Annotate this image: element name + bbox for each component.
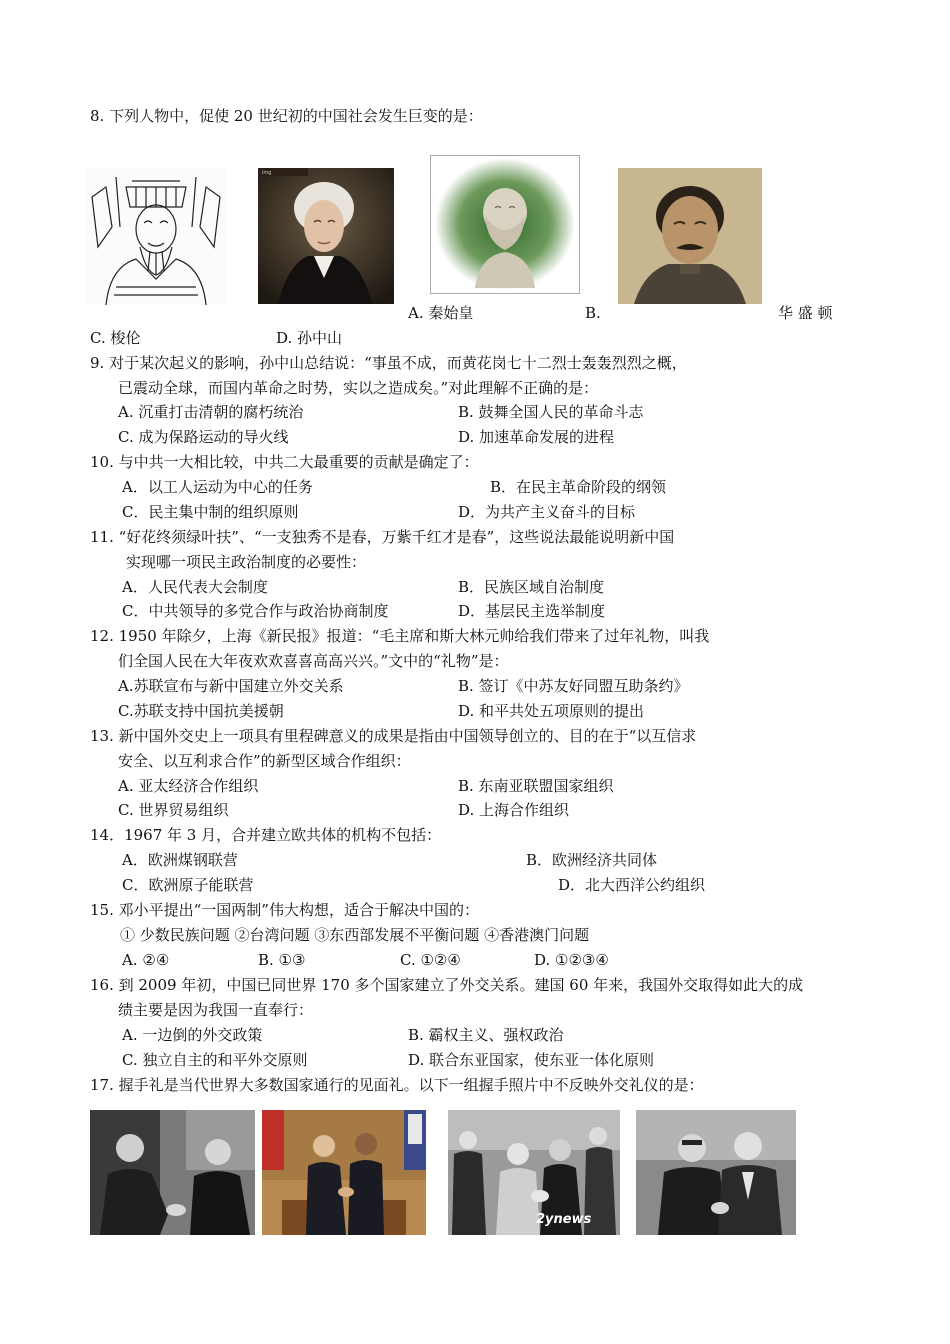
q14-option-a: A．欧洲煤钢联营 — [122, 851, 238, 869]
q11-option-a: A．人民代表大会制度 — [122, 578, 268, 596]
q12-option-b: B. 签订《中苏友好同盟互助条约》 — [458, 677, 689, 695]
q10-option-b: B．在民主革命阶段的纲领 — [490, 478, 667, 496]
q10-stem: 10. 与中共一大相比较，中共二大最重要的贡献是确定了： — [90, 453, 479, 471]
portrait-washington-painting — [258, 168, 394, 304]
q15-stem: 15. 邓小平提出“一国两制”伟大构想，适合于解决中国的： — [90, 901, 479, 919]
q12-option-c: C.苏联支持中国抗美援朝 — [118, 702, 284, 720]
q15-option-c: C. ①②④ — [400, 951, 461, 969]
q14-option-d: D．北大西洋公约组织 — [558, 876, 706, 894]
portrait-qin-shihuang-drawing — [86, 167, 226, 305]
handshake-photo-1 — [90, 1110, 255, 1235]
svg-text:img: img — [262, 170, 272, 176]
q9-stem-line1: 9. 对于某次起义的影响，孙中山总结说：“事虽不成，而黄花岗七十二烈士轰轰烈烈之概， — [90, 354, 687, 372]
q9-stem-line2: 已震动全球，而国内革命之时势，实以之造成矣。”对此理解不正确的是： — [118, 379, 599, 397]
q13-option-c: C. 世界贸易组织 — [118, 801, 229, 819]
q15-option-b: B. ①③ — [258, 951, 306, 969]
q11-option-b: B．民族区域自治制度 — [458, 578, 605, 596]
q12-option-d: D. 和平共处五项原则的提出 — [458, 702, 645, 720]
q14-option-b: B．欧洲经济共同体 — [526, 851, 658, 869]
portrait-solon-bust — [430, 155, 580, 294]
q12-stem-line1: 12. 1950 年除夕，上海《新民报》报道：“毛主席和斯大林元帅给我们带来了过年礼物，叫我 — [90, 627, 710, 645]
q16-option-c: C. 独立自主的和平外交原则 — [122, 1051, 308, 1069]
q13-option-b: B. 东南亚联盟国家组织 — [458, 777, 614, 795]
q12-option-a: A.苏联宣布与新中国建立外交关系 — [118, 677, 344, 695]
q13-option-d: D. 上海合作组织 — [458, 801, 570, 819]
q11-stem-line2: 实现哪一项民主政治制度的必要性： — [126, 553, 367, 571]
q10-option-a: A．以工人运动为中心的任务 — [122, 478, 313, 496]
q11-option-d: D．基层民主选举制度 — [458, 602, 606, 620]
q15-option-a: A. ②④ — [122, 951, 170, 969]
handshake-photo-3 — [448, 1110, 620, 1235]
portrait-sun-yatsen-photo — [618, 168, 762, 304]
q16-stem-line2: 绩主要是因为我国一直奉行： — [118, 1001, 314, 1019]
q13-option-a: A. 亚太经济合作组织 — [118, 777, 259, 795]
q14-option-c: C．欧洲原子能联营 — [122, 876, 254, 894]
q8-option-a: A. 秦始皇 — [408, 304, 474, 322]
q8-option-b-name: 华 盛 顿 — [778, 304, 833, 322]
q15-items: ① 少数民族问题 ②台湾问题 ③东西部发展不平衡问题 ④香港澳门问题 — [120, 926, 590, 944]
q8-option-c: C. 梭伦 — [90, 329, 141, 347]
q8-option-b: B. — [585, 304, 601, 322]
q16-stem-line1: 16. 到 2009 年初，中国已同世界 170 多个国家建立了外交关系。建国 60 年来，我国外交取得如此大的成 — [90, 976, 804, 994]
q13-stem-line2: 安全、以互利求合作”的新型区域合作组织： — [118, 752, 411, 770]
q10-option-c: C．民主集中制的组织原则 — [122, 503, 299, 521]
handshake-photo-4 — [636, 1110, 796, 1235]
q8-option-d: D. 孙中山 — [276, 329, 343, 347]
q8-stem: 8. 下列人物中，促使 20 世纪初的中国社会发生巨变的是： — [90, 107, 483, 125]
q16-option-a: A. 一边倒的外交政策 — [122, 1026, 263, 1044]
q9-option-a: A. 沉重打击清朝的腐朽统治 — [118, 403, 304, 421]
q10-option-d: D．为共产主义奋斗的目标 — [458, 503, 636, 521]
q11-stem-line1: 11. “好花终须绿叶扶”、“一支独秀不是春，万紫千红才是春”，这些说法最能说明新中国 — [90, 528, 675, 546]
q13-stem-line1: 13. 新中国外交史上一项具有里程碑意义的成果是指由中国领导创立的、目的在于“以互信求 — [90, 727, 697, 745]
q11-option-c: C．中共领导的多党合作与政治协商制度 — [122, 602, 389, 620]
q14-stem: 14．1967 年 3 月，合并建立欧共体的机构不包括： — [90, 826, 442, 844]
handshake-photo-2 — [262, 1110, 426, 1235]
q16-option-b: B. 霸权主义、强权政治 — [408, 1026, 564, 1044]
q12-stem-line2: 们全国人民在大年夜欢欢喜喜高高兴兴。”文中的“礼物”是： — [118, 652, 509, 670]
q9-option-c: C. 成为保路运动的导火线 — [118, 428, 289, 446]
q9-option-d: D. 加速革命发展的进程 — [458, 428, 615, 446]
watermark-2ynews: 2ynews — [536, 1212, 592, 1227]
q17-stem: 17. 握手礼是当代世界大多数国家通行的见面礼。以下一组握手照片中不反映外交礼仪的是： — [90, 1076, 704, 1094]
q9-option-b: B. 鼓舞全国人民的革命斗志 — [458, 403, 644, 421]
q16-option-d: D. 联合东亚国家，使东亚一体化原则 — [408, 1051, 655, 1069]
q15-option-d: D. ①②③④ — [534, 951, 609, 969]
